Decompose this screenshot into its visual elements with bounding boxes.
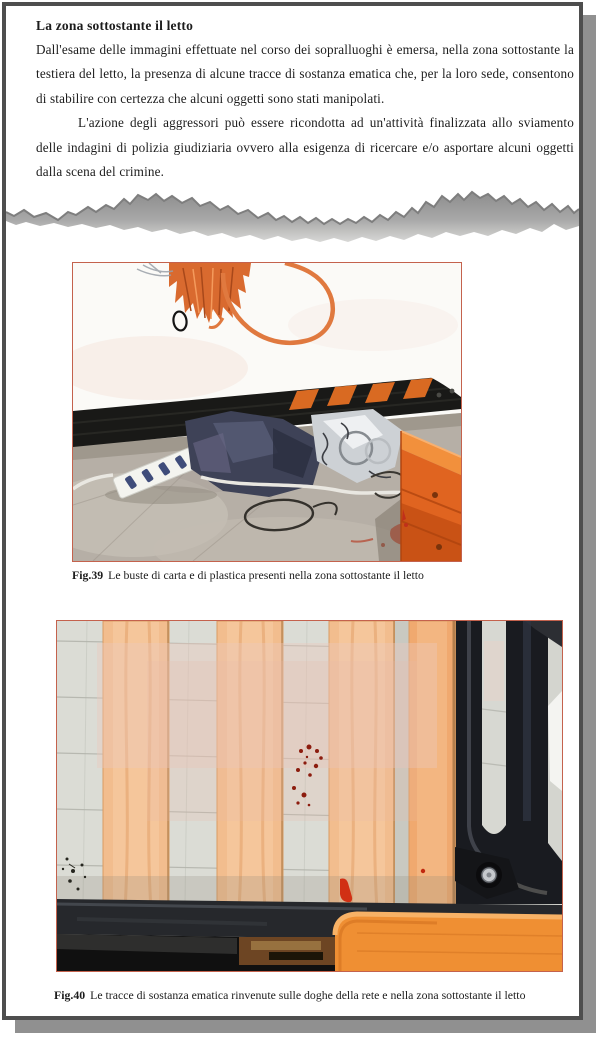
figure-40-label: Fig.40 — [54, 988, 86, 1002]
figure-39-label: Fig.39 — [72, 568, 104, 582]
document-text — [36, 14, 574, 184]
figure-39-caption: Fig.39 Le buste di carta e di plastica presenti nella zona sottostante il letto — [72, 568, 424, 582]
figure-40-photo — [56, 620, 563, 972]
bed-frame — [455, 621, 562, 904]
figure-40-caption: Fig.40 Le tracce di sostanza ematica rinvenute sulle doghe della rete e nella zona sottostante il letto — [54, 988, 526, 1002]
nightstand — [335, 914, 562, 971]
scanned-document-page — [2, 2, 583, 1020]
wood-support — [239, 937, 335, 965]
torn-paper-edge — [6, 186, 579, 250]
paragraph-1: Dall'esame delle immagini effettuate nel corso dei sopralluoghi è emersa, nella zona sottostante la testiera del letto, la presenza di alcune tracce di sostanza ematica che, per la loro sede, consentono di stabilire con certezza che alcuni oggetti sono stati manipolati. — [36, 42, 574, 106]
paragraph-2: L'azione degli aggressori può essere ricondotta ad un'attività finalizzata allo sviamento delle indagini di polizia giudiziaria ovvero alla esigenza di ricercare e/o asportare alcuni oggetti dalla scena del crimine. — [36, 115, 574, 180]
figure-39-photo — [72, 262, 462, 562]
page-title: La zona sottostante il letto — [36, 18, 194, 33]
